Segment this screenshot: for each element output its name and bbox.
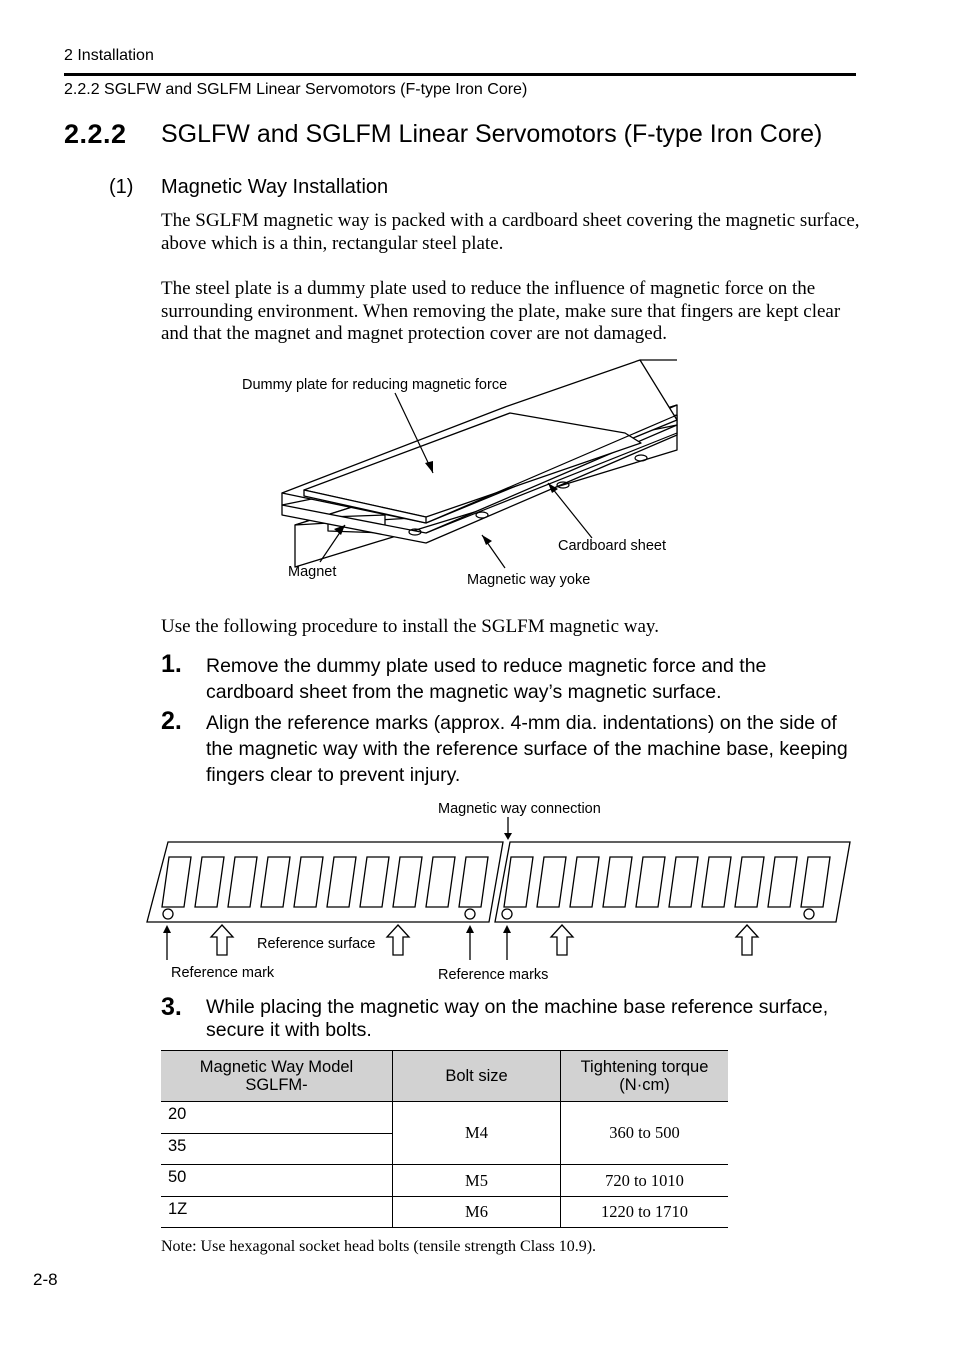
step-number: 1. [161, 650, 182, 678]
magnet-segment [162, 857, 191, 907]
magnet-segment [426, 857, 455, 907]
arrowhead [163, 925, 171, 933]
label-dummy-plate: Dummy plate for reducing magnetic force [242, 377, 508, 393]
cell-torque: 360 to 500 [561, 1102, 729, 1165]
header-model: Magnetic Way Model SGLFM- [161, 1051, 393, 1102]
magnet-segment [603, 857, 632, 907]
header-torque: Tightening torque (N·cm) [561, 1051, 729, 1102]
step-text: While placing the magnetic way on the machine base reference surface, secure it with bolts. [206, 996, 829, 1041]
magnet-segment [537, 857, 566, 907]
table-note: Note: Use hexagonal socket head bolts (tensile strength Class 10.9). [161, 1238, 597, 1255]
running-header-chapter: 2 Installation [64, 47, 154, 64]
magnetic-way-left-section [147, 842, 503, 922]
paragraph-dummy-plate: The steel plate is a dummy plate used to reduce the influence of magnetic force on the surrounding environment. When removing the plate, make sure that fingers are kept clear and that the magnet and magnet protection cover are not damaged. [161, 278, 841, 344]
section-title: SGLFW and SGLFM Linear Servomotors (F-type Iron Core) [161, 120, 823, 148]
cell-torque: 720 to 1010 [561, 1165, 729, 1197]
magnet-segment [735, 857, 764, 907]
page-number: 2-8 [33, 1270, 58, 1289]
cell-bolt-size: M6 [393, 1197, 561, 1228]
cell-bolt-size: M5 [393, 1165, 561, 1197]
cell-model: 1Z [161, 1197, 393, 1228]
running-header-section: 2.2.2 SGLFW and SGLFM Linear Servomotors (F-type Iron Core) [64, 81, 528, 98]
magnet-segment [636, 857, 665, 907]
reference-mark-circle [465, 909, 475, 919]
reference-mark-circle [502, 909, 512, 919]
label-magnet: Magnet [288, 564, 337, 580]
arrowhead [503, 925, 511, 933]
magnet-segment [669, 857, 698, 907]
header-bolt-size: Bolt size [393, 1051, 561, 1102]
magnet-segment [801, 857, 830, 907]
bolt-size-table [161, 1050, 728, 1228]
magnet-segment [768, 857, 797, 907]
paragraph-packing: The SGLFM magnetic way is packed with a cardboard sheet covering the magnetic surface, above which is a thin, rectangular steel plate. [161, 210, 860, 254]
reference-marks-figure [140, 795, 860, 990]
step-number: 3. [161, 993, 182, 1021]
label-reference-marks: Reference marks [438, 967, 549, 983]
cell-model: 35 [161, 1134, 393, 1165]
magnet-segment [195, 857, 224, 907]
label-reference-mark: Reference mark [171, 965, 275, 981]
step-number: 2. [161, 707, 182, 735]
reference-surface-arrow [551, 925, 573, 955]
table-row [161, 1165, 728, 1197]
subsection-number: (1) [109, 176, 134, 198]
magnetic-way-packing-figure [230, 355, 690, 595]
arrowhead [466, 925, 474, 933]
arrowhead [482, 535, 492, 545]
step-text: Remove the dummy plate used to reduce magnetic force and the cardboard sheet from the magnetic way’s magnetic surface. [206, 655, 767, 703]
magnet-segment [294, 857, 323, 907]
arrowhead [504, 833, 512, 840]
cell-torque: 1220 to 1710 [561, 1197, 729, 1228]
cell-model: 50 [161, 1165, 393, 1197]
magnet-segment [228, 857, 257, 907]
label-magnetic-way-yoke: Magnetic way yoke [467, 572, 591, 588]
cell-bolt-size: M4 [393, 1102, 561, 1165]
subsection-title: Magnetic Way Installation [161, 176, 389, 198]
label-reference-surface: Reference surface [257, 936, 376, 952]
magnet-segment [570, 857, 599, 907]
table-row [161, 1197, 728, 1228]
header-rule [64, 73, 856, 76]
reference-mark-circle [804, 909, 814, 919]
reference-surface-arrow [387, 925, 409, 955]
magnet-segment [327, 857, 356, 907]
reference-surface-arrow [211, 925, 233, 955]
magnet-segment [702, 857, 731, 907]
table-row [161, 1102, 728, 1134]
magnet-segment [261, 857, 290, 907]
table-header-row [161, 1051, 728, 1102]
label-magnetic-way-connection: Magnetic way connection [438, 801, 601, 817]
magnet-segment [459, 857, 488, 907]
reference-mark-circle [163, 909, 173, 919]
magnet-segment [504, 857, 533, 907]
magnet-segment [393, 857, 422, 907]
magnet-segment [360, 857, 389, 907]
reference-surface-arrow [736, 925, 758, 955]
label-cardboard-sheet: Cardboard sheet [558, 538, 667, 554]
section-number: 2.2.2 [64, 119, 127, 149]
paragraph-procedure-intro: Use the following procedure to install the SGLFM magnetic way. [161, 616, 659, 637]
step-text: Align the reference marks (approx. 4-mm dia. indentations) on the side of the magnetic way with the reference surface of the machine base, keeping fingers clear to prevent injury. [206, 712, 848, 786]
cell-model: 20 [161, 1102, 393, 1134]
